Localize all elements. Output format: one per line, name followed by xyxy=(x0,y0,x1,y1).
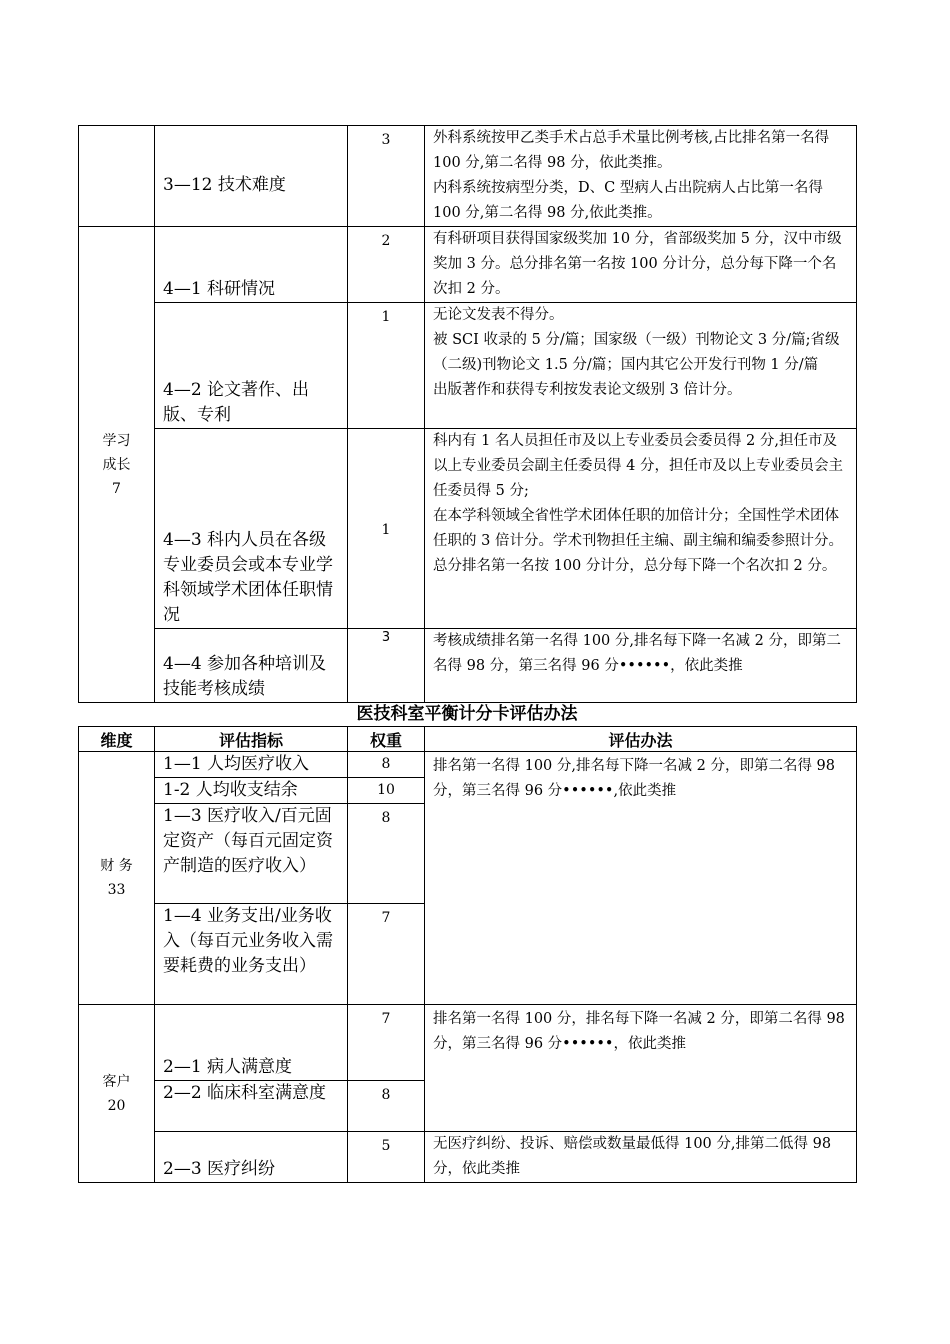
table-row xyxy=(79,752,857,778)
table-row xyxy=(79,303,857,429)
header-method: 评估办法 xyxy=(425,727,857,752)
dimension-cell-finance xyxy=(79,752,155,1005)
method-line: 排名第一名得 100 分,排名每下降一名减 2 分，即第二名得 98 分，第三名得 96 分••••••,依此类推 xyxy=(433,758,836,799)
header-indicator: 评估指标 xyxy=(155,727,348,752)
indicator-cell: 2—3 医疗纠纷 xyxy=(155,1132,348,1183)
method-line: 考核成绩排名第一名得 100 分,排名每下降一名减 2 分，即第二名得 98 分，第三名得 96 分••••••，依此类推 xyxy=(433,633,841,674)
indicator-cell: 4—4 参加各种培训及技能考核成绩 xyxy=(155,629,348,703)
weight-cell: 2 xyxy=(348,227,425,303)
table-row xyxy=(79,629,857,703)
dimension-label: 学习 xyxy=(102,432,131,449)
weight-cell: 5 xyxy=(348,1132,425,1183)
weight-cell: 7 xyxy=(348,1005,425,1081)
indicator-cell: 1—3 医疗收入/百元固定资产（每百元固定资产制造的医疗收入） xyxy=(155,804,348,904)
method-cell xyxy=(425,429,857,629)
indicator-cell: 4—3 科内人员在各级专业委员会或本专业学科领域学术团体任职情况 xyxy=(155,429,348,629)
weight-cell: 3 xyxy=(348,126,425,227)
weight-cell: 1 xyxy=(348,429,425,629)
method-line: 无医疗纠纷、投诉、赔偿或数量最低得 100 分,排第二低得 98 分，依此类推 xyxy=(433,1136,832,1177)
weight-cell: 3 xyxy=(348,629,425,703)
method-cell xyxy=(425,752,857,1005)
weight-cell: 10 xyxy=(348,778,425,804)
table-row xyxy=(79,126,857,227)
table-row xyxy=(79,227,857,303)
table-row xyxy=(79,1005,857,1081)
table-row xyxy=(79,1132,857,1183)
dimension-weight: 7 xyxy=(112,480,121,497)
method-line: 外科系统按甲乙类手术占总手术量比例考核,占比排名第一名得 100 分,第二名得 98 分，依此类推。 xyxy=(433,130,830,171)
method-cell xyxy=(425,227,857,303)
method-line: 在本学科领域全省性学术团体任职的加倍计分；全国性学术团体任职的 3 倍计分。学术刊物担任主编、副主编和编委参照计分。 xyxy=(433,508,843,549)
dimension-label: 客户 xyxy=(102,1073,131,1090)
weight-cell: 8 xyxy=(348,804,425,904)
dimension-weight: 20 xyxy=(107,1097,126,1114)
method-line: 总分排名第一名按 100 分计分，总分每下降一个名次扣 2 分。 xyxy=(433,558,837,574)
header-weight: 权重 xyxy=(348,727,425,752)
indicator-cell: 3—12 技术难度 xyxy=(155,126,348,227)
method-cell xyxy=(425,1005,857,1132)
dimension-label: 成长 xyxy=(102,456,131,473)
table-row xyxy=(79,429,857,629)
dimension-cell-learning xyxy=(79,227,155,703)
weight-cell: 7 xyxy=(348,904,425,1005)
indicator-cell: 2—1 病人满意度 xyxy=(155,1005,348,1081)
method-line: 出版著作和获得专利按发表论文级别 3 倍计分。 xyxy=(433,382,742,398)
method-line: 科内有 1 名人员担任市及以上专业委员会委员得 2 分,担任市及以上专业委员会副主任委员得 4 分，担任市及以上专业委员会主任委员得 5 分; xyxy=(433,433,843,499)
dimension-label: 财 务 xyxy=(100,858,133,874)
method-line: 内科系统按病型分类，D、C 型病人占出院病人占比第一名得 100 分,第二名得 98 分,依此类推。 xyxy=(433,180,823,221)
method-line: 无论文发表不得分。 xyxy=(433,307,564,323)
indicator-cell: 1—4 业务支出/业务收入（每百元业务收入需要耗费的业务支出） xyxy=(155,904,348,1005)
method-cell xyxy=(425,126,857,227)
weight-cell: 8 xyxy=(348,1081,425,1132)
method-cell xyxy=(425,629,857,703)
method-line: 有科研项目获得国家级奖加 10 分，省部级奖加 5 分，汉中市级奖加 3 分。总分排名第一名按 100 分计分，总分每下降一个名次扣 2 分。 xyxy=(433,231,842,297)
indicator-cell: 4—1 科研情况 xyxy=(155,227,348,303)
dimension-cell-customer xyxy=(79,1005,155,1183)
table-header-row xyxy=(79,727,857,752)
dimension-weight: 33 xyxy=(107,882,126,898)
weight-cell: 1 xyxy=(348,303,425,429)
table-caption: 医技科室平衡计分卡评估办法 xyxy=(356,704,578,724)
method-line: 排名第一名得 100 分，排名每下降一名减 2 分，即第二名得 98 分，第三名得 96 分••••••，依此类推 xyxy=(433,1011,845,1052)
method-cell xyxy=(425,1132,857,1183)
scorecard-table xyxy=(78,726,857,1183)
method-cell xyxy=(425,303,857,429)
method-line: 被 SCI 收录的 5 分/篇；国家级（一级）刊物论文 3 分/篇;省级（二级)刊物论文 1.5 分/篇；国内其它公开发行刊物 1 分/篇 xyxy=(433,332,840,373)
indicator-cell: 1—1 人均医疗收入 xyxy=(155,752,348,778)
indicator-cell: 2—2 临床科室满意度 xyxy=(155,1081,348,1132)
indicator-cell: 4—2 论文著作、出版、专利 xyxy=(155,303,348,429)
indicator-cell: 1-2 人均收支结余 xyxy=(155,778,348,804)
weight-cell: 8 xyxy=(348,752,425,778)
dimension-cell-empty xyxy=(79,126,155,227)
header-dimension: 维度 xyxy=(79,727,155,752)
scorecard-table-continued xyxy=(78,125,857,703)
